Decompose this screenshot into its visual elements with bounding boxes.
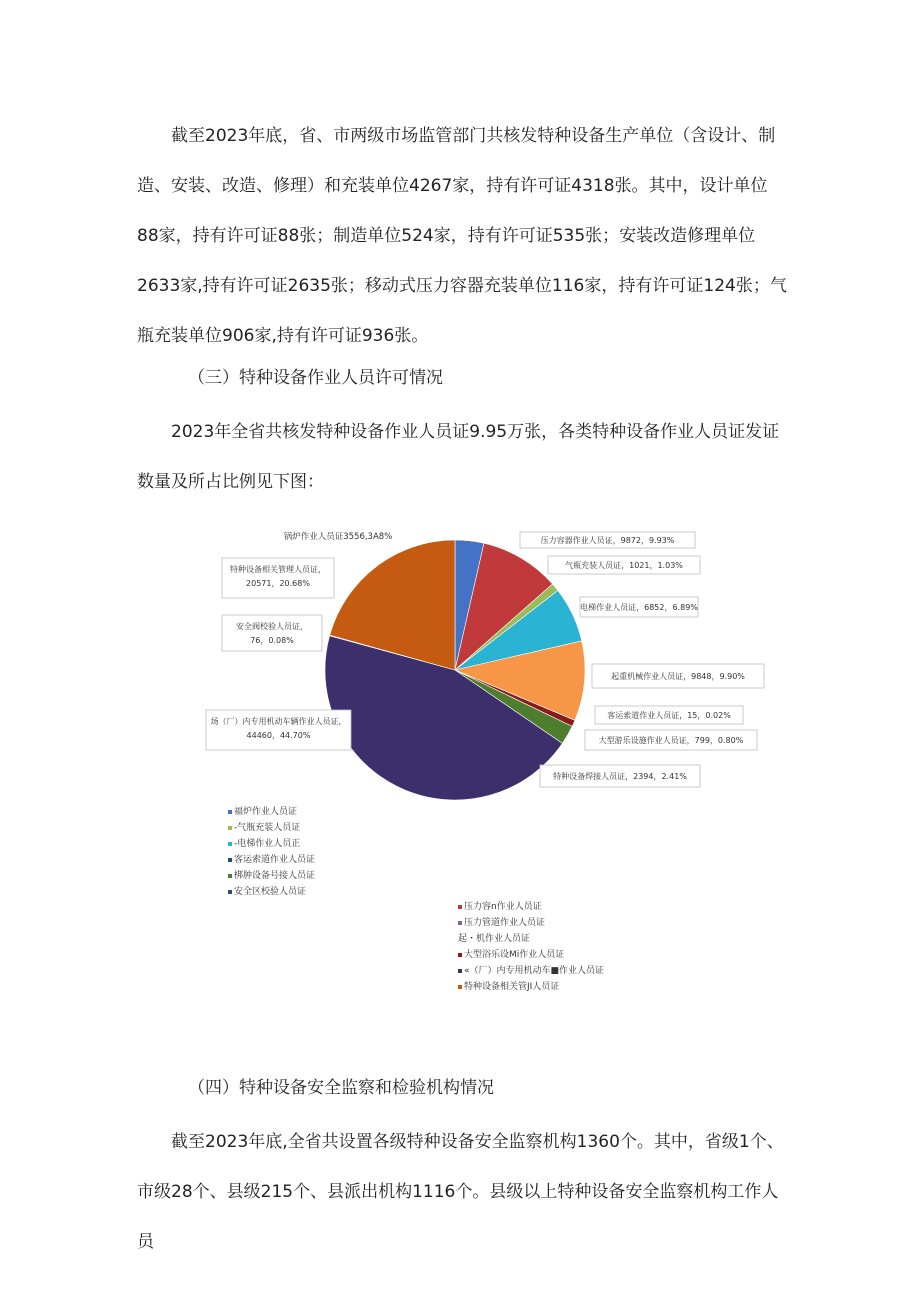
legend-right (458, 899, 604, 995)
data-label: 起重机械作业人员证，9848，9.90% (611, 672, 745, 681)
operator-certificate-pie-chart (200, 510, 790, 810)
legend-label: 压力容n作业人员证 (464, 902, 542, 912)
heading-operator-license: （三）特种设备作业人员许可情况 (188, 368, 443, 388)
legend-swatch (228, 826, 232, 830)
data-label-box (222, 558, 334, 598)
legend-item (228, 852, 315, 868)
data-label: 特种设备相关管理人员证， 20571，20.68% (230, 565, 326, 588)
data-label: 压力容器作业人员证，9872，9.93% (540, 536, 675, 545)
legend-swatch (228, 858, 232, 862)
legend-swatch (458, 953, 462, 957)
legend-item (458, 979, 604, 995)
legend-item (228, 836, 315, 852)
legend-label: 特种设备相关管JI人员证 (464, 982, 560, 992)
legend-swatch (458, 921, 462, 925)
legend-label: 起・机作业人员证 (458, 934, 531, 944)
data-label-box (206, 710, 351, 750)
legend-item (228, 884, 315, 900)
data-label: 气瓶充装人员证，1021，1.03% (565, 561, 683, 570)
legend-item (458, 915, 604, 931)
data-label: 大型游乐设施作业人员证，799，0.80% (598, 736, 744, 745)
legend-label: 压力管道作业人员证 (464, 918, 546, 928)
legend-label: 大型浴乐设Mi作业人员证 (464, 950, 565, 960)
legend-label: -气瓶充装人员证 (234, 823, 301, 833)
data-label: 电梯作业人员证，6852，6.89% (580, 603, 698, 612)
legend-label: 安全区校验人员证 (234, 887, 307, 897)
legend-swatch (228, 842, 232, 846)
legend-swatch (228, 874, 232, 878)
legend-swatch (458, 969, 462, 973)
legend-item (228, 868, 315, 884)
data-label: 场（厂）内专用机动车辆作业人员证， 44460，44.70% (210, 717, 347, 740)
legend-label: «（厂）内专用机动车■作业人员证 (464, 966, 605, 976)
data-label: 客运索道作业人员证，15，0.02% (607, 711, 731, 720)
legend-swatch (458, 905, 462, 909)
legend-item (458, 963, 604, 979)
data-label: 安全阀校验人员证， 76，0.08% (236, 622, 308, 645)
legend-item (228, 804, 315, 820)
legend-label: 梆肿设备号接人员证 (234, 871, 316, 881)
legend-swatch (458, 985, 462, 989)
legend-left (228, 804, 315, 900)
legend-swatch (228, 890, 232, 894)
data-label: 锅炉作业人员证3556,3A8% (283, 532, 393, 542)
legend-item (458, 947, 604, 963)
heading-inspection-agencies: （四）特种设备安全监察和检验机构情况 (188, 1078, 494, 1098)
data-label: 特种设备焊接人员证，2394，2.41% (553, 772, 687, 781)
legend-label: 客运索道作业人员证 (234, 855, 316, 865)
paragraph-production-units: 截至2023年底，省、市两级市场监管部门共核发特种设备生产单位（含设计、制造、安装、改造、修理）和充装单位4267家，持有许可证4318张。其中，设计单位88家，持有许可证88张；制造单位524家，持有许可证535张；安装改造修理单位2633家,持有许可证2635张；移动式压力容器充装单位116家，持有许可证124张；气瓶充装单位906家,持有许可证936张。 (137, 126, 787, 346)
legend-label: -电梯作业人员正 (234, 839, 301, 849)
legend-label: 福炉作业人员证 (234, 807, 298, 817)
paragraph-operator-summary: 2023年全省共核发特种设备作业人员证9.95万张，各类特种设备作业人员证发证数量及所占比例见下图： (137, 422, 780, 492)
legend-swatch (228, 810, 232, 814)
pie-chart-svg (200, 510, 790, 810)
legend-item (458, 931, 604, 947)
paragraph-inspection-agencies: 截至2023年底,全省共设置各级特种设备安全监察机构1360个。其中，省级1个、市级28个、县级215个、县派出机构1116个。县级以上特种设备安全监察机构工作人员 (137, 1132, 784, 1252)
data-label-box (222, 615, 322, 651)
legend-item (228, 820, 315, 836)
legend-item (458, 899, 604, 915)
